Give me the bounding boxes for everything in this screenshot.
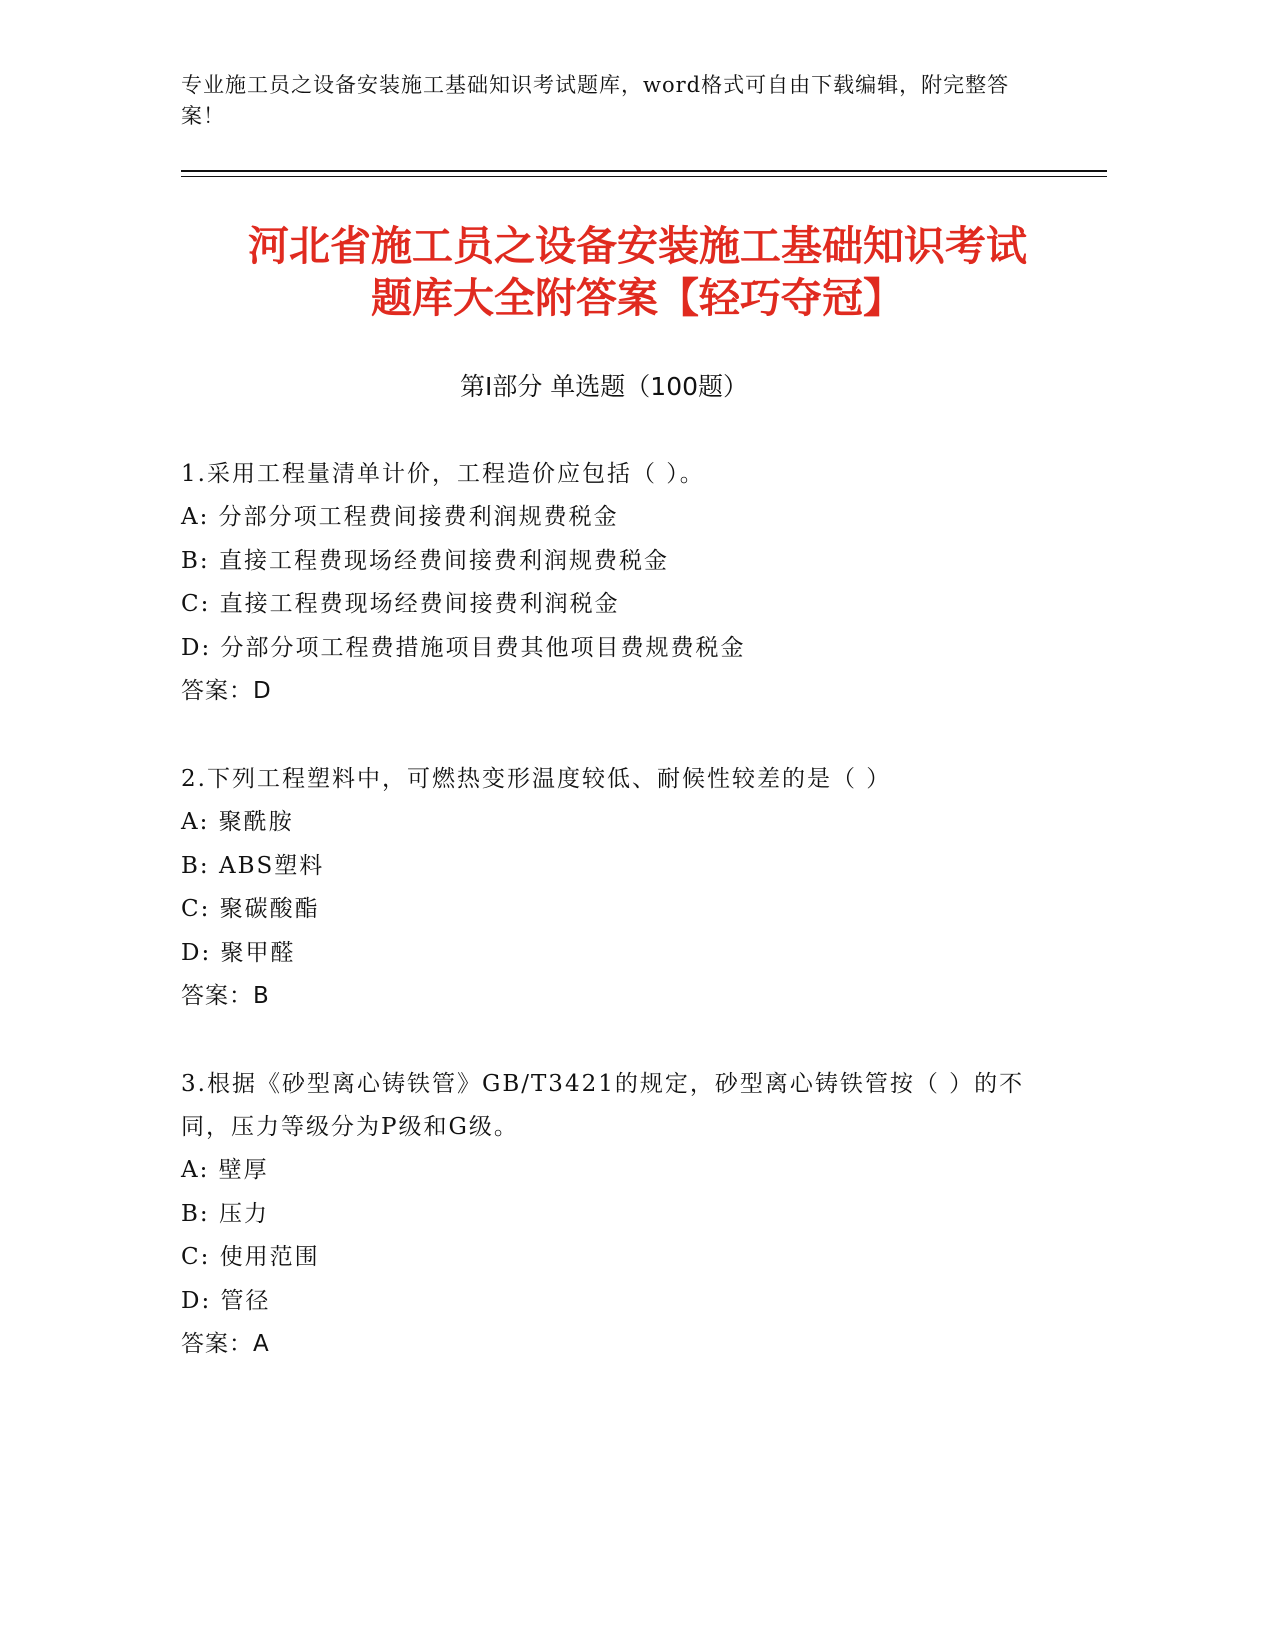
option-b: B: ABS塑料 [181, 852, 325, 879]
question-1 [181, 453, 1061, 714]
question-3 [181, 1063, 1061, 1367]
option-b: B: 直接工程费现场经费间接费利润规费税金 [181, 547, 669, 574]
answer: 答案：D [181, 678, 272, 704]
header-rule-thick [181, 170, 1107, 172]
option-a: A: 壁厚 [181, 1157, 269, 1183]
option-a: A: 分部分项工程费间接费利润规费税金 [181, 504, 619, 530]
answer: 答案：B [181, 983, 270, 1009]
question-2 [181, 758, 1061, 1019]
option-d: D: 聚甲醛 [181, 939, 296, 966]
question-stem: 2.下列工程塑料中，可燃热变形温度较低、耐候性较差的是（ ） [181, 766, 892, 792]
document-title [150, 220, 1125, 324]
header-rule-thin [181, 176, 1107, 177]
answer: 答案：A [181, 1331, 270, 1357]
option-d: D: 分部分项工程费措施项目费其他项目费规费税金 [181, 634, 746, 661]
question-stem: 1.采用工程量清单计价，工程造价应包括（ ）。 [181, 461, 705, 487]
option-c: C: 聚碳酸酯 [181, 896, 320, 922]
option-c: C: 使用范围 [181, 1244, 320, 1270]
option-d: D: 管径 [181, 1287, 271, 1314]
option-c: C: 直接工程费现场经费间接费利润税金 [181, 591, 620, 617]
option-a: A: 聚酰胺 [181, 809, 294, 835]
section-title: 第Ⅰ部分 单选题（100题） [459, 372, 749, 401]
document-title-line-2: 题库大全附答案【轻巧夺冠】 [371, 274, 904, 322]
option-b: B: 压力 [181, 1200, 269, 1227]
document-title-line-1: 河北省施工员之设备安装施工基础知识考试 [248, 222, 1027, 270]
question-stem: 3.根据《砂型离心铸铁管》GB/T3421的规定，砂型离心铸铁管按（ ）的不同，压力等级分为P级和G级。 [181, 1071, 1025, 1140]
header-note: 专业施工员之设备安装施工基础知识考试题库，word格式可自由下载编辑，附完整答案！ [181, 73, 1010, 128]
